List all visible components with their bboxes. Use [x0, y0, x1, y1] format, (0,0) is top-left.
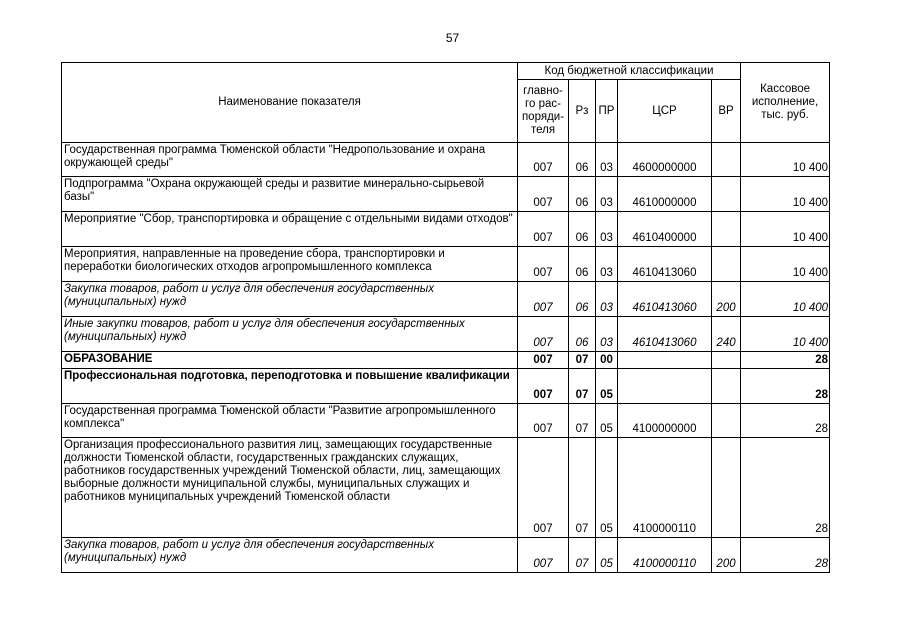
row-csr: 4610000000: [618, 177, 712, 212]
table-row: [62, 438, 830, 538]
row-csr: 4610413060: [618, 282, 712, 317]
row-name: Государственная программа Тюменской области "Развитие агропромышленного комплекса": [62, 404, 518, 438]
row-rz: 07: [569, 538, 596, 573]
row-amount: 28: [741, 438, 830, 538]
row-vr: [712, 212, 741, 247]
row-pr: 00: [596, 352, 618, 369]
table-row: [62, 143, 830, 177]
row-amount: 28: [741, 369, 830, 404]
page-number: 57: [445, 31, 460, 45]
row-csr: 4600000000: [618, 143, 712, 177]
row-csr: 4100000110: [618, 438, 712, 538]
row-vr: 240: [712, 317, 741, 352]
row-pr: 05: [596, 404, 618, 438]
row-name: Иные закупки товаров, работ и услуг для обеспечения государственных (муниципальных) нужд: [62, 317, 518, 352]
row-vr: [712, 177, 741, 212]
row-pr: 03: [596, 282, 618, 317]
row-csr: 4610400000: [618, 212, 712, 247]
row-pr: 03: [596, 177, 618, 212]
row-rz: 07: [569, 369, 596, 404]
row-amount: 28: [741, 352, 830, 369]
row-rz: 07: [569, 404, 596, 438]
row-amount: 10 400: [741, 317, 830, 352]
row-name: Мероприятия, направленные на проведение сбора, транспортировки и переработки биологических отходов агропромышленного комплекса: [62, 247, 518, 282]
table-row: [62, 282, 830, 317]
row-amount: 10 400: [741, 177, 830, 212]
table-row: [62, 247, 830, 282]
header-pr: ПР: [596, 80, 618, 143]
row-csr: [618, 369, 712, 404]
row-rz: 06: [569, 317, 596, 352]
row-glavny: 007: [518, 212, 569, 247]
row-vr: 200: [712, 538, 741, 573]
row-rz: 07: [569, 438, 596, 538]
row-name: ОБРАЗОВАНИЕ: [62, 352, 518, 369]
row-csr: 4100000110: [618, 538, 712, 573]
table-row: [62, 212, 830, 247]
row-amount: 10 400: [741, 212, 830, 247]
row-rz: 06: [569, 212, 596, 247]
row-amount: 10 400: [741, 143, 830, 177]
row-pr: 03: [596, 143, 618, 177]
row-pr: 05: [596, 369, 618, 404]
row-name: Подпрограмма "Охрана окружающей среды и развитие минерально-сырьевой базы": [62, 177, 518, 212]
table-row: [62, 369, 830, 404]
header-name: Наименование показателя: [62, 63, 518, 143]
row-name: Закупка товаров, работ и услуг для обеспечения государственных (муниципальных) нужд: [62, 282, 518, 317]
budget-table: [61, 62, 830, 573]
row-amount: 10 400: [741, 282, 830, 317]
table-row: [62, 317, 830, 352]
row-vr: [712, 247, 741, 282]
row-pr: 03: [596, 212, 618, 247]
row-glavny: 007: [518, 438, 569, 538]
row-vr: [712, 438, 741, 538]
row-amount: 28: [741, 538, 830, 573]
row-glavny: 007: [518, 538, 569, 573]
row-csr: 4610413060: [618, 317, 712, 352]
row-pr: 03: [596, 247, 618, 282]
row-name: Мероприятие "Сбор, транспортировка и обращение с отдельными видами отходов": [62, 212, 518, 247]
row-glavny: 007: [518, 247, 569, 282]
row-rz: 06: [569, 282, 596, 317]
row-name: Закупка товаров, работ и услуг для обеспечения государственных (муниципальных) нужд: [62, 538, 518, 573]
row-csr: 4610413060: [618, 247, 712, 282]
row-vr: [712, 369, 741, 404]
header-csr: ЦСР: [618, 80, 712, 143]
row-name: Профессиональная подготовка, переподготовка и повышение квалификации: [62, 369, 518, 404]
table-row: [62, 352, 830, 369]
row-csr: 4100000000: [618, 404, 712, 438]
header-amount: Кассовое исполнение, тыс. руб.: [741, 63, 830, 143]
header-code-group: Код бюджетной классификации: [518, 63, 741, 80]
table-row: [62, 538, 830, 573]
row-csr: [618, 352, 712, 369]
row-pr: 05: [596, 438, 618, 538]
table-row: [62, 404, 830, 438]
row-glavny: 007: [518, 404, 569, 438]
row-pr: 03: [596, 317, 618, 352]
row-name: Государственная программа Тюменской области "Недропользование и охрана окружающей среды": [62, 143, 518, 177]
row-rz: 06: [569, 247, 596, 282]
table-row: [62, 177, 830, 212]
header-vr: ВР: [712, 80, 741, 143]
row-amount: 10 400: [741, 247, 830, 282]
row-vr: [712, 404, 741, 438]
row-glavny: 007: [518, 282, 569, 317]
row-rz: 07: [569, 352, 596, 369]
row-glavny: 007: [518, 143, 569, 177]
row-glavny: 007: [518, 177, 569, 212]
row-glavny: 007: [518, 369, 569, 404]
row-vr: [712, 352, 741, 369]
row-vr: 200: [712, 282, 741, 317]
header-rz: Рз: [569, 80, 596, 143]
row-name: Организация профессионального развития лиц, замещающих государственные должности Тюменской области, государственных гражданских служащих, работников государственных учреждений Тюменской области, лиц, замещающих выборные должности муниципальной службы, муниципальных служащих и работников муниципальных учреждений Тюменской области: [62, 438, 518, 538]
row-pr: 05: [596, 538, 618, 573]
row-rz: 06: [569, 143, 596, 177]
row-rz: 06: [569, 177, 596, 212]
row-vr: [712, 143, 741, 177]
header-glavny: главно-го рас-поряди-теля: [518, 80, 569, 143]
row-glavny: 007: [518, 352, 569, 369]
row-glavny: 007: [518, 317, 569, 352]
row-amount: 28: [741, 404, 830, 438]
